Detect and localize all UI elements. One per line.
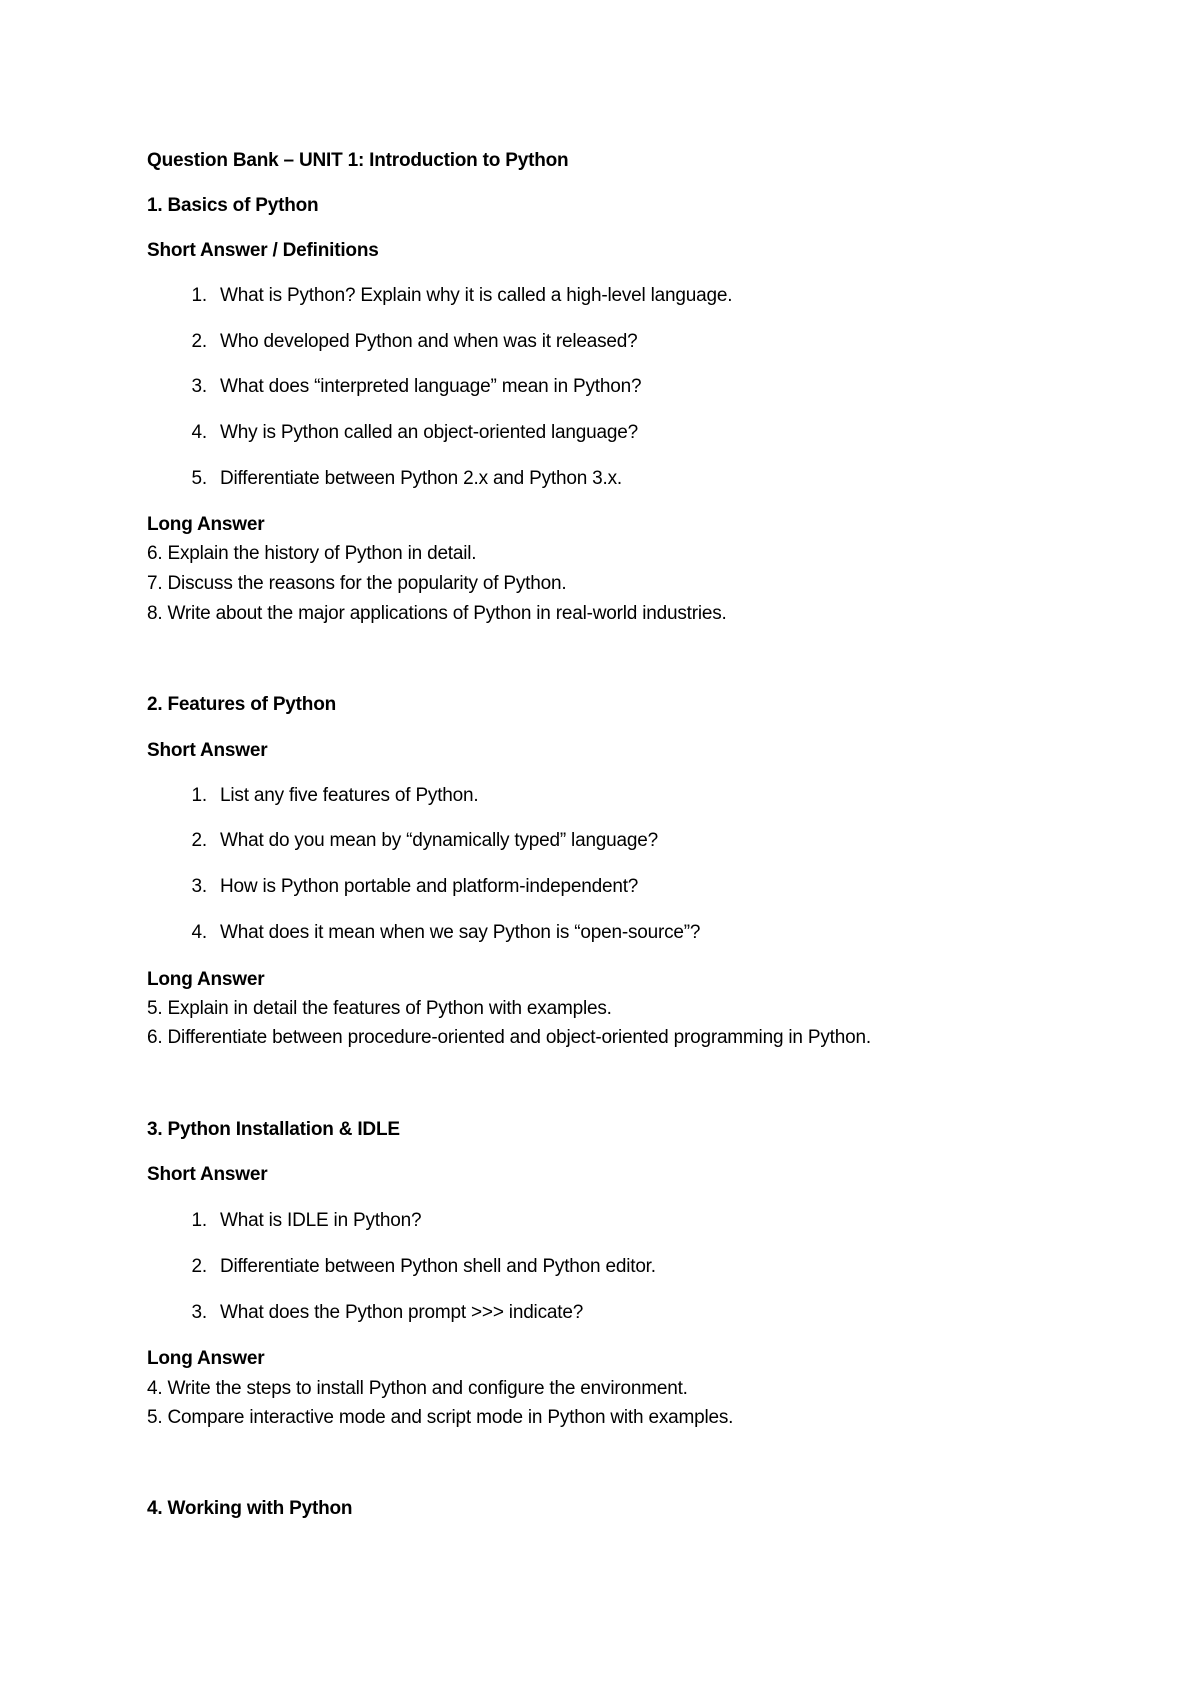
list-item-number: 2. [191, 830, 207, 851]
section-heading: 2. Features of Python [147, 694, 337, 715]
list-item-text: What does the Python prompt >>> indicate? [220, 1302, 584, 1323]
list-item-number: 2. [191, 1256, 207, 1277]
list-item-number: 1. [191, 285, 207, 306]
section-heading: 4. Working with Python [147, 1498, 353, 1519]
long-answer-heading: Long Answer [147, 1348, 265, 1369]
long-answer-item: 7. Discuss the reasons for the popularity of Python. [147, 573, 567, 594]
long-answer-item: 5. Explain in detail the features of Python with examples. [147, 998, 612, 1019]
list-item-number: 5. [191, 468, 207, 489]
long-answer-heading: Long Answer [147, 969, 265, 990]
list-item-text: What is IDLE in Python? [220, 1210, 422, 1231]
list-item-text: Why is Python called an object-oriented language? [220, 422, 638, 443]
list-item-text: What is Python? Explain why it is called a high-level language. [220, 285, 733, 306]
list-item-number: 4. [191, 422, 207, 443]
document-title: Question Bank – UNIT 1: Introduction to Python [147, 150, 569, 171]
list-item-number: 3. [191, 1302, 207, 1323]
long-answer-heading: Long Answer [147, 514, 265, 535]
list-item-text: What does “interpreted language” mean in Python? [220, 376, 642, 397]
list-item-number: 1. [191, 785, 207, 806]
long-answer-item: 5. Compare interactive mode and script mode in Python with examples. [147, 1407, 734, 1428]
list-item-number: 3. [191, 876, 207, 897]
list-item-number: 4. [191, 922, 207, 943]
list-item-text: What do you mean by “dynamically typed” language? [220, 830, 659, 851]
short-answer-heading: Short Answer [147, 740, 268, 761]
list-item-text: Differentiate between Python shell and Python editor. [220, 1256, 656, 1277]
long-answer-item: 4. Write the steps to install Python and configure the environment. [147, 1378, 688, 1399]
long-answer-item: 6. Explain the history of Python in detail. [147, 543, 477, 564]
section-heading: 1. Basics of Python [147, 195, 319, 216]
list-item-number: 1. [191, 1210, 207, 1231]
list-item-text: How is Python portable and platform-independent? [220, 876, 639, 897]
short-answer-heading: Short Answer [147, 1164, 268, 1185]
list-item-number: 3. [191, 376, 207, 397]
list-item-text: Differentiate between Python 2.x and Python 3.x. [220, 468, 622, 489]
list-item-text: What does it mean when we say Python is “open-source”? [220, 922, 701, 943]
short-answer-heading: Short Answer / Definitions [147, 240, 379, 261]
long-answer-item: 6. Differentiate between procedure-oriented and object-oriented programming in Python. [147, 1027, 871, 1048]
long-answer-item: 8. Write about the major applications of Python in real-world industries. [147, 603, 727, 624]
list-item-text: List any five features of Python. [220, 785, 479, 806]
section-heading: 3. Python Installation & IDLE [147, 1119, 400, 1140]
list-item-number: 2. [191, 331, 207, 352]
list-item-text: Who developed Python and when was it released? [220, 331, 638, 352]
